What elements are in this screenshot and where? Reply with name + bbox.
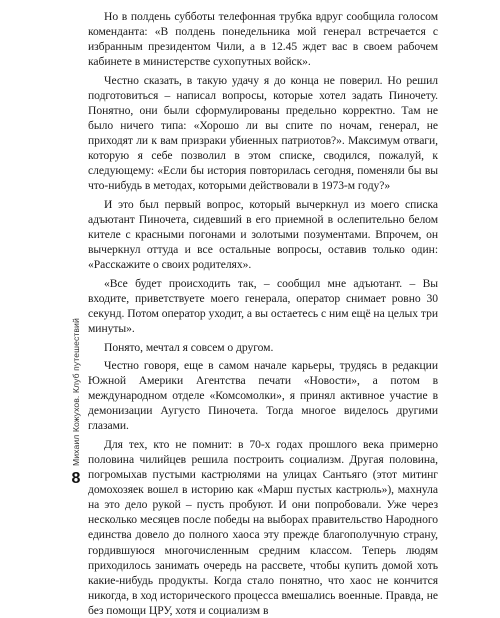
paragraph-2: Честно сказать, в такую удачу я до конца не поверил. Но решил подготовиться – написал вопросы, которые хотел задать Пиночету. Понятно, они были сформулированы предельно корректно. Там не было ничего типа: «Хорошо ли вы спите по ночам, генерал, не приходят ли к вам призраки убиенных патриотов?». Максимум отваги, которую я себе позволил в этом списке, сводился, пожалуй, к следующему: «Если бы история повторилась сегодня, поменяли бы вы что-нибудь в методах, которыми действовали в 1973-м году?» [88, 73, 438, 193]
paragraph-5: Понято, мечтал я совсем о другом. [104, 340, 274, 354]
page-number: 8 [71, 470, 81, 487]
paragraph-6: Честно говоря, еще в самом начале карьеры, трудясь в редакции Южной Америки Агентства печати «Новости», а потом в международном отделе «Комсомолки», я принял активное участие в демонизации Аугусто Пиночета. Тогда многое виделось другими глазами. [88, 359, 438, 433]
side-margin [66, 236, 86, 486]
running-head: Михаил Кожухов. Клуб путешествий [71, 318, 81, 466]
paragraph-7: Для тех, кто не помнит: в 70-х годах прошлого века примерно половина чилийцев решила построить социализм. Другая половина, погромыхав пустыми кастрюлями на улицах Сантьяго (этот митинг домохозяек вошел в историю как «Марш пустых кастрюль»), махнула на это дело рукой – пусть пробуют. И они попробовали. Уже через несколько месяцев после победы на выборах правительство Народного единства довело до полного хаоса эту прежде благополучную страну, гордившуюся многочисленным средним классом. Теперь людям приходилось занимать очередь на рассвете, чтобы купить домой хоть какие-нибудь продукты. Когда стало понятно, что хаос не кончится никогда, в ход исторического процесса вмешались военные. Правда, не без помощи ЦРУ, хотя и социализм в [88, 437, 438, 617]
body-text [88, 9, 438, 617]
paragraph-3: И это был первый вопрос, который вычеркнул из моего списка адъютант Пиночета, сидевший в его приемной в ослепительно белом кителе с красными погонами и золотыми позументами. Впрочем, он вычеркнул оттуда и все остальные вопросы, оставив только один: «Расскажите о своих родителях». [88, 197, 438, 272]
paragraph-4: «Все будет происходить так, – сообщил мне адъютант. – Вы входите, приветствуете моего генерала, оператор снимает ровно 30 секунд. Потом оператор уходит, а вы остаетесь с ним ещё на целых три минуты». [88, 276, 438, 336]
paragraph-1: Но в полдень субботы телефонная трубка вдруг сообщила голосом коменданта: «В полдень понедельника мой генерал встречается с избранным президентом Чили, а в 12.45 ждет вас в своем рабочем кабинете в министерстве сухопутных войск». [88, 10, 438, 69]
